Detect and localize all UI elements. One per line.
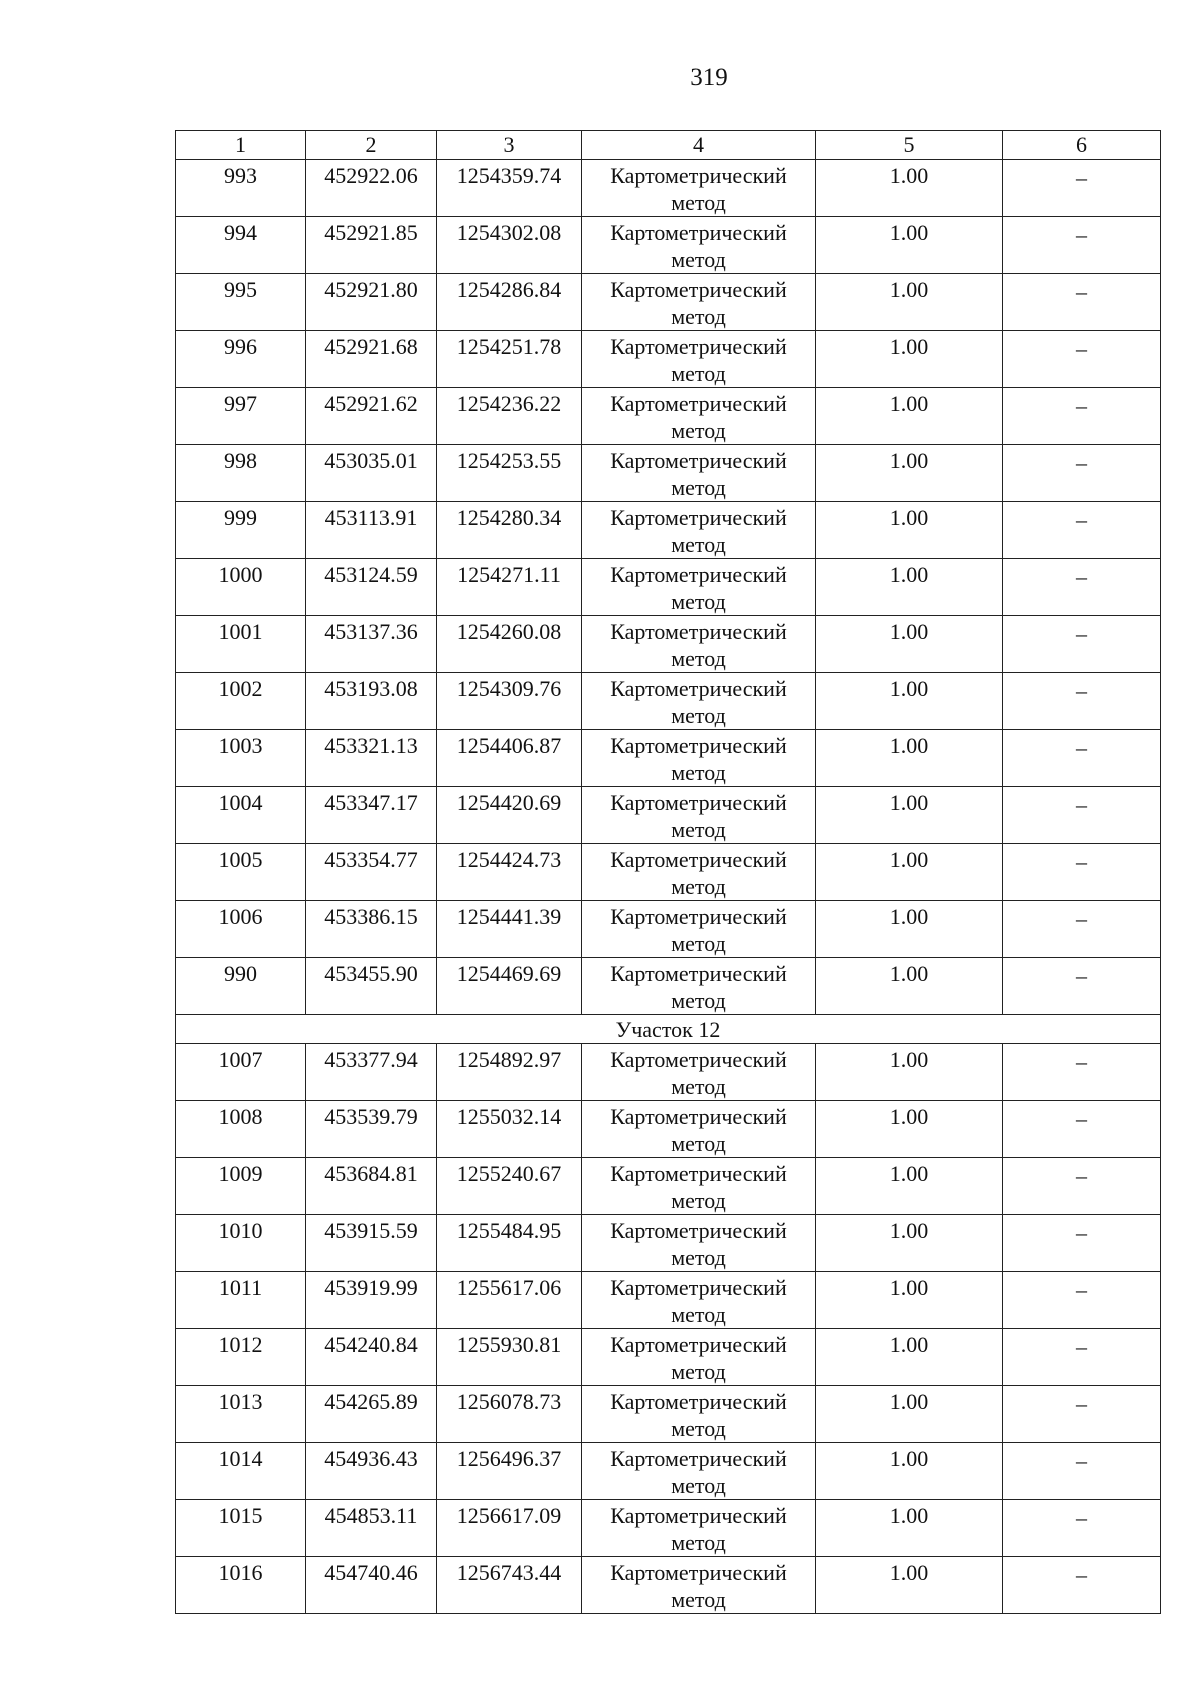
method-cell xyxy=(582,1044,816,1101)
dash-mark: – xyxy=(1076,336,1087,361)
method-cell xyxy=(582,1500,816,1557)
accuracy-cell: 1.00 xyxy=(816,331,1003,388)
dash-mark: – xyxy=(1076,393,1087,418)
point-number-cell: 998 xyxy=(176,445,306,502)
dash-mark: – xyxy=(1076,1049,1087,1074)
coordinate-y-cell: 1254271.11 xyxy=(437,559,582,616)
table-header-row xyxy=(176,131,1161,160)
coordinate-y-cell: 1254280.34 xyxy=(437,502,582,559)
note-cell xyxy=(1003,901,1161,958)
method-line-1: Картометрический xyxy=(610,1446,787,1471)
table-row xyxy=(176,1044,1161,1101)
page-number: 319 xyxy=(690,64,728,91)
coordinate-x-cell: 453455.90 xyxy=(306,958,437,1015)
method-cell xyxy=(582,1158,816,1215)
table-row xyxy=(176,901,1161,958)
column-header: 3 xyxy=(437,131,582,160)
accuracy-cell: 1.00 xyxy=(816,730,1003,787)
method-line-1: Картометрический xyxy=(610,961,787,986)
method-line-2: метод xyxy=(671,1530,726,1555)
dash-mark: – xyxy=(1076,735,1087,760)
coordinate-x-cell: 453347.17 xyxy=(306,787,437,844)
method-line-1: Картометрический xyxy=(610,1560,787,1585)
accuracy-cell: 1.00 xyxy=(816,787,1003,844)
accuracy-cell: 1.00 xyxy=(816,1557,1003,1614)
table-row xyxy=(176,559,1161,616)
note-cell xyxy=(1003,1386,1161,1443)
point-number-cell: 1011 xyxy=(176,1272,306,1329)
note-cell xyxy=(1003,844,1161,901)
table-row xyxy=(176,1500,1161,1557)
coordinate-x-cell: 453137.36 xyxy=(306,616,437,673)
note-cell xyxy=(1003,616,1161,673)
dash-mark: – xyxy=(1076,564,1087,589)
method-line-2: метод xyxy=(671,1131,726,1156)
dash-mark: – xyxy=(1076,1391,1087,1416)
table-row xyxy=(176,787,1161,844)
table-row xyxy=(176,274,1161,331)
method-line-2: метод xyxy=(671,817,726,842)
point-number-cell: 1015 xyxy=(176,1500,306,1557)
method-line-2: метод xyxy=(671,760,726,785)
point-number-cell: 1014 xyxy=(176,1443,306,1500)
table-row xyxy=(176,730,1161,787)
point-number-cell: 1000 xyxy=(176,559,306,616)
accuracy-cell: 1.00 xyxy=(816,1443,1003,1500)
coordinate-x-cell: 453915.59 xyxy=(306,1215,437,1272)
method-line-2: метод xyxy=(671,361,726,386)
method-cell xyxy=(582,1443,816,1500)
point-number-cell: 997 xyxy=(176,388,306,445)
point-number-cell: 996 xyxy=(176,331,306,388)
coordinate-x-cell: 454265.89 xyxy=(306,1386,437,1443)
coordinate-y-cell: 1254251.78 xyxy=(437,331,582,388)
method-cell xyxy=(582,331,816,388)
accuracy-cell: 1.00 xyxy=(816,1386,1003,1443)
coordinate-y-cell: 1254469.69 xyxy=(437,958,582,1015)
coordinate-x-cell: 452921.85 xyxy=(306,217,437,274)
table-row xyxy=(176,1386,1161,1443)
table-row xyxy=(176,388,1161,445)
method-line-1: Картометрический xyxy=(610,1389,787,1414)
point-number-cell: 1003 xyxy=(176,730,306,787)
method-line-1: Картометрический xyxy=(610,1275,787,1300)
table-row xyxy=(176,616,1161,673)
accuracy-cell: 1.00 xyxy=(816,901,1003,958)
coordinate-y-cell: 1256078.73 xyxy=(437,1386,582,1443)
coordinate-y-cell: 1255617.06 xyxy=(437,1272,582,1329)
method-cell xyxy=(582,844,816,901)
point-number-cell: 994 xyxy=(176,217,306,274)
coordinate-y-cell: 1254424.73 xyxy=(437,844,582,901)
point-number-cell: 993 xyxy=(176,160,306,217)
coordinate-x-cell: 452921.68 xyxy=(306,331,437,388)
method-line-2: метод xyxy=(671,646,726,671)
method-cell xyxy=(582,388,816,445)
dash-mark: – xyxy=(1076,906,1087,931)
method-line-2: метод xyxy=(671,931,726,956)
accuracy-cell: 1.00 xyxy=(816,1101,1003,1158)
table-row xyxy=(176,445,1161,502)
coordinate-y-cell: 1254253.55 xyxy=(437,445,582,502)
method-line-2: метод xyxy=(671,703,726,728)
method-cell xyxy=(582,1101,816,1158)
accuracy-cell: 1.00 xyxy=(816,274,1003,331)
coordinate-y-cell: 1255930.81 xyxy=(437,1329,582,1386)
coordinate-y-cell: 1256743.44 xyxy=(437,1557,582,1614)
coordinate-y-cell: 1255032.14 xyxy=(437,1101,582,1158)
method-line-2: метод xyxy=(671,304,726,329)
accuracy-cell: 1.00 xyxy=(816,388,1003,445)
dash-mark: – xyxy=(1076,849,1087,874)
note-cell xyxy=(1003,1215,1161,1272)
coordinate-x-cell: 453684.81 xyxy=(306,1158,437,1215)
note-cell xyxy=(1003,1101,1161,1158)
note-cell xyxy=(1003,1158,1161,1215)
method-line-1: Картометрический xyxy=(610,448,787,473)
table-row xyxy=(176,1158,1161,1215)
method-cell xyxy=(582,1329,816,1386)
accuracy-cell: 1.00 xyxy=(816,844,1003,901)
method-cell xyxy=(582,1386,816,1443)
method-line-1: Картометрический xyxy=(610,676,787,701)
accuracy-cell: 1.00 xyxy=(816,1215,1003,1272)
method-cell xyxy=(582,1557,816,1614)
point-number-cell: 990 xyxy=(176,958,306,1015)
dash-mark: – xyxy=(1076,1334,1087,1359)
accuracy-cell: 1.00 xyxy=(816,958,1003,1015)
section-title: Участок 12 xyxy=(176,1015,1161,1044)
accuracy-cell: 1.00 xyxy=(816,445,1003,502)
point-number-cell: 995 xyxy=(176,274,306,331)
method-cell xyxy=(582,1272,816,1329)
point-number-cell: 1010 xyxy=(176,1215,306,1272)
method-line-2: метод xyxy=(671,532,726,557)
coordinate-y-cell: 1254441.39 xyxy=(437,901,582,958)
method-cell xyxy=(582,445,816,502)
table-row xyxy=(176,673,1161,730)
point-number-cell: 1006 xyxy=(176,901,306,958)
accuracy-cell: 1.00 xyxy=(816,160,1003,217)
note-cell xyxy=(1003,331,1161,388)
method-line-2: метод xyxy=(671,190,726,215)
method-line-1: Картометрический xyxy=(610,163,787,188)
method-line-1: Картометрический xyxy=(610,334,787,359)
note-cell xyxy=(1003,1044,1161,1101)
method-line-1: Картометрический xyxy=(610,1047,787,1072)
coordinate-y-cell: 1254892.97 xyxy=(437,1044,582,1101)
coordinate-y-cell: 1254286.84 xyxy=(437,274,582,331)
note-cell xyxy=(1003,502,1161,559)
coordinate-x-cell: 453354.77 xyxy=(306,844,437,901)
note-cell xyxy=(1003,217,1161,274)
dash-mark: – xyxy=(1076,165,1087,190)
method-line-1: Картометрический xyxy=(610,847,787,872)
method-cell xyxy=(582,502,816,559)
coordinate-x-cell: 453124.59 xyxy=(306,559,437,616)
accuracy-cell: 1.00 xyxy=(816,1329,1003,1386)
column-header: 6 xyxy=(1003,131,1161,160)
method-cell xyxy=(582,160,816,217)
method-line-1: Картометрический xyxy=(610,904,787,929)
method-line-2: метод xyxy=(671,1359,726,1384)
note-cell xyxy=(1003,1443,1161,1500)
accuracy-cell: 1.00 xyxy=(816,1044,1003,1101)
point-number-cell: 1007 xyxy=(176,1044,306,1101)
method-line-2: метод xyxy=(671,589,726,614)
table-row xyxy=(176,1557,1161,1614)
point-number-cell: 1013 xyxy=(176,1386,306,1443)
accuracy-cell: 1.00 xyxy=(816,616,1003,673)
method-line-1: Картометрический xyxy=(610,220,787,245)
dash-mark: – xyxy=(1076,1562,1087,1587)
accuracy-cell: 1.00 xyxy=(816,1272,1003,1329)
coordinate-x-cell: 453539.79 xyxy=(306,1101,437,1158)
method-line-1: Картометрический xyxy=(610,1503,787,1528)
point-number-cell: 1012 xyxy=(176,1329,306,1386)
table-row xyxy=(176,958,1161,1015)
method-line-2: метод xyxy=(671,1245,726,1270)
coordinate-x-cell: 452922.06 xyxy=(306,160,437,217)
note-cell xyxy=(1003,958,1161,1015)
table-row xyxy=(176,1215,1161,1272)
note-cell xyxy=(1003,559,1161,616)
method-line-2: метод xyxy=(671,475,726,500)
method-cell xyxy=(582,217,816,274)
coordinate-x-cell: 453035.01 xyxy=(306,445,437,502)
table-row xyxy=(176,331,1161,388)
dash-mark: – xyxy=(1076,222,1087,247)
coordinate-y-cell: 1254236.22 xyxy=(437,388,582,445)
section-row xyxy=(176,1015,1161,1044)
note-cell xyxy=(1003,274,1161,331)
method-line-2: метод xyxy=(671,1074,726,1099)
note-cell xyxy=(1003,1329,1161,1386)
point-number-cell: 1005 xyxy=(176,844,306,901)
dash-mark: – xyxy=(1076,963,1087,988)
method-line-2: метод xyxy=(671,247,726,272)
dash-mark: – xyxy=(1076,792,1087,817)
point-number-cell: 1008 xyxy=(176,1101,306,1158)
coordinate-y-cell: 1254309.76 xyxy=(437,673,582,730)
dash-mark: – xyxy=(1076,1163,1087,1188)
coordinate-y-cell: 1254359.74 xyxy=(437,160,582,217)
coordinate-x-cell: 453919.99 xyxy=(306,1272,437,1329)
coordinate-x-cell: 453113.91 xyxy=(306,502,437,559)
coordinate-x-cell: 453321.13 xyxy=(306,730,437,787)
point-number-cell: 999 xyxy=(176,502,306,559)
table-row xyxy=(176,1329,1161,1386)
column-header: 2 xyxy=(306,131,437,160)
table-row xyxy=(176,1272,1161,1329)
dash-mark: – xyxy=(1076,1448,1087,1473)
method-line-1: Картометрический xyxy=(610,1218,787,1243)
table-body xyxy=(176,131,1161,1614)
coordinate-x-cell: 454740.46 xyxy=(306,1557,437,1614)
method-line-2: метод xyxy=(671,1188,726,1213)
note-cell xyxy=(1003,673,1161,730)
method-cell xyxy=(582,673,816,730)
coordinate-x-cell: 454240.84 xyxy=(306,1329,437,1386)
coordinate-x-cell: 453193.08 xyxy=(306,673,437,730)
note-cell xyxy=(1003,1272,1161,1329)
method-cell xyxy=(582,274,816,331)
accuracy-cell: 1.00 xyxy=(816,1500,1003,1557)
accuracy-cell: 1.00 xyxy=(816,559,1003,616)
method-line-1: Картометрический xyxy=(610,391,787,416)
coordinate-x-cell: 453377.94 xyxy=(306,1044,437,1101)
accuracy-cell: 1.00 xyxy=(816,1158,1003,1215)
column-header: 4 xyxy=(582,131,816,160)
coordinate-y-cell: 1256617.09 xyxy=(437,1500,582,1557)
coordinate-y-cell: 1254260.08 xyxy=(437,616,582,673)
point-number-cell: 1016 xyxy=(176,1557,306,1614)
accuracy-cell: 1.00 xyxy=(816,673,1003,730)
method-cell xyxy=(582,1215,816,1272)
dash-mark: – xyxy=(1076,621,1087,646)
note-cell xyxy=(1003,1500,1161,1557)
method-line-1: Картометрический xyxy=(610,790,787,815)
coordinate-y-cell: 1256496.37 xyxy=(437,1443,582,1500)
note-cell xyxy=(1003,160,1161,217)
table-row xyxy=(176,160,1161,217)
dash-mark: – xyxy=(1076,1505,1087,1530)
dash-mark: – xyxy=(1076,279,1087,304)
method-line-2: метод xyxy=(671,874,726,899)
coordinate-y-cell: 1254302.08 xyxy=(437,217,582,274)
dash-mark: – xyxy=(1076,1106,1087,1131)
coordinate-x-cell: 453386.15 xyxy=(306,901,437,958)
method-cell xyxy=(582,616,816,673)
method-cell xyxy=(582,787,816,844)
dash-mark: – xyxy=(1076,1277,1087,1302)
table-row xyxy=(176,1101,1161,1158)
method-cell xyxy=(582,958,816,1015)
coordinate-y-cell: 1254406.87 xyxy=(437,730,582,787)
coordinate-y-cell: 1254420.69 xyxy=(437,787,582,844)
accuracy-cell: 1.00 xyxy=(816,217,1003,274)
coordinates-table xyxy=(175,130,1161,1614)
coordinate-x-cell: 454853.11 xyxy=(306,1500,437,1557)
method-line-2: метод xyxy=(671,1587,726,1612)
table-row xyxy=(176,217,1161,274)
accuracy-cell: 1.00 xyxy=(816,502,1003,559)
method-line-2: метод xyxy=(671,988,726,1013)
method-line-2: метод xyxy=(671,1302,726,1327)
dash-mark: – xyxy=(1076,1220,1087,1245)
note-cell xyxy=(1003,787,1161,844)
method-line-1: Картометрический xyxy=(610,1104,787,1129)
coordinate-x-cell: 452921.62 xyxy=(306,388,437,445)
point-number-cell: 1001 xyxy=(176,616,306,673)
method-line-1: Картометрический xyxy=(610,733,787,758)
method-line-2: метод xyxy=(671,418,726,443)
column-header: 1 xyxy=(176,131,306,160)
table-row xyxy=(176,502,1161,559)
note-cell xyxy=(1003,445,1161,502)
table-row xyxy=(176,1443,1161,1500)
method-line-1: Картометрический xyxy=(610,562,787,587)
dash-mark: – xyxy=(1076,678,1087,703)
point-number-cell: 1004 xyxy=(176,787,306,844)
coordinate-y-cell: 1255240.67 xyxy=(437,1158,582,1215)
table-row xyxy=(176,844,1161,901)
method-line-1: Картометрический xyxy=(610,277,787,302)
coordinate-y-cell: 1255484.95 xyxy=(437,1215,582,1272)
dash-mark: – xyxy=(1076,507,1087,532)
method-cell xyxy=(582,730,816,787)
method-line-1: Картометрический xyxy=(610,505,787,530)
method-cell xyxy=(582,559,816,616)
coordinate-x-cell: 454936.43 xyxy=(306,1443,437,1500)
column-header: 5 xyxy=(816,131,1003,160)
method-line-1: Картометрический xyxy=(610,1161,787,1186)
method-cell xyxy=(582,901,816,958)
method-line-1: Картометрический xyxy=(610,619,787,644)
note-cell xyxy=(1003,730,1161,787)
dash-mark: – xyxy=(1076,450,1087,475)
note-cell xyxy=(1003,388,1161,445)
point-number-cell: 1009 xyxy=(176,1158,306,1215)
method-line-2: метод xyxy=(671,1416,726,1441)
coordinate-x-cell: 452921.80 xyxy=(306,274,437,331)
method-line-2: метод xyxy=(671,1473,726,1498)
note-cell xyxy=(1003,1557,1161,1614)
point-number-cell: 1002 xyxy=(176,673,306,730)
method-line-1: Картометрический xyxy=(610,1332,787,1357)
